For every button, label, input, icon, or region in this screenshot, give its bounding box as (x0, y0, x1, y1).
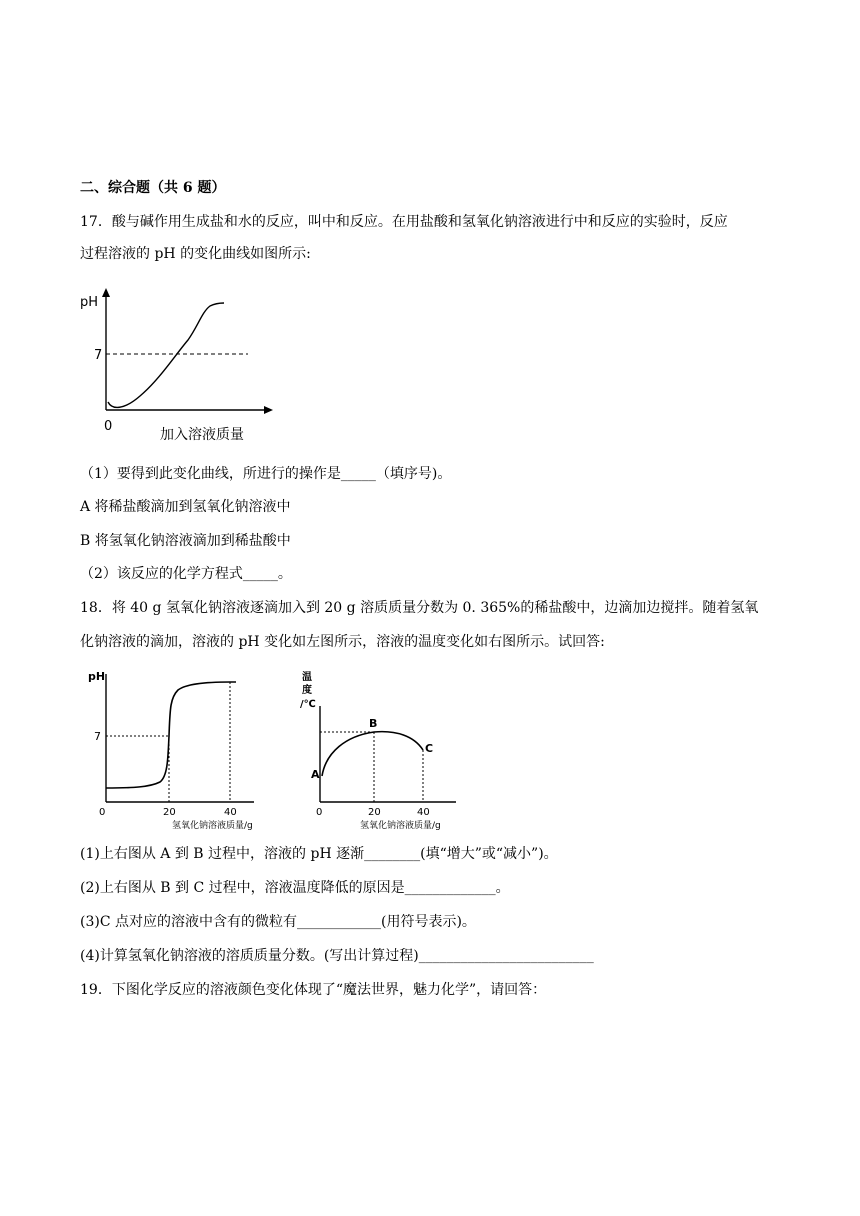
q18-left-ph-figure (84, 666, 264, 832)
q18-right-y-label-char1: 温 (302, 672, 312, 683)
q17-y-axis-arrow (102, 288, 110, 297)
q18-right-temperature-curve (322, 732, 423, 776)
q17-option-a: A 将稀盐酸滴加到氢氧化钠溶液中 (80, 499, 291, 515)
q17-x-axis-label: 加入溶液质量 (160, 427, 244, 443)
q18-right-point-c-label: C (425, 742, 434, 755)
q17-y-axis-label: pH (80, 295, 99, 310)
q17-ph-curve-figure (76, 284, 276, 444)
q18-text-line2: 化钠溶液的滴加，溶液的 pH 变化如左图所示，溶液的温度变化如右图所示。试回答: (80, 634, 605, 650)
q19-text-line1: 19．下图化学反应的溶液颜色变化体现了“魔法世界，魅力化学”，请回答： (80, 982, 547, 998)
q17-text-line2: 过程溶液的 pH 的变化曲线如图所示: (80, 246, 311, 262)
q17-sub-question-1: （1）要得到此变化曲线，所进行的操作是_____（填序号)。 (80, 466, 452, 482)
q18-left-x-tick-0: 0 (99, 807, 106, 818)
q17-x-axis-arrow (264, 406, 273, 414)
q18-right-point-b-label: B (369, 717, 378, 730)
q18-right-temperature-figure (296, 666, 496, 832)
q17-y-tick-7: 7 (94, 348, 103, 363)
q18-sub-question-4: (4)计算氢氧化钠溶液的溶质质量分数。(写出计算过程)_________________________ (80, 948, 594, 964)
q18-left-y-axis-label: pH (88, 670, 106, 683)
q17-sub-question-2: （2）该反应的化学方程式_____。 (80, 566, 292, 582)
q18-sub-question-1: (1)上右图从 A 到 B 过程中，溶液的 pH 逐渐________(填“增大”或“减小”)。 (80, 846, 558, 862)
q17-option-b: B 将氢氧化钠溶液滴加到稀盐酸中 (80, 533, 291, 549)
q18-sub-question-3: (3)C 点对应的溶液中含有的微粒有____________(用符号表示)。 (80, 914, 476, 930)
q17-origin-label: 0 (104, 419, 113, 434)
q18-right-y-label-char2: 度 (302, 685, 312, 696)
q18-left-ph-curve (106, 682, 236, 788)
q18-right-point-a-label: A (311, 768, 320, 781)
q18-left-x-tick-20: 20 (163, 807, 176, 818)
q18-left-y-tick-7: 7 (94, 730, 101, 743)
section-heading: 二、综合题（共 6 题） (80, 180, 226, 196)
q17-text-line1: 17．酸与碱作用生成盐和水的反应，叫中和反应。在用盐酸和氢氧化钠溶液进行中和反应的实验时，反应 (80, 214, 728, 230)
q18-left-x-tick-40: 40 (224, 807, 237, 818)
q18-right-x-tick-40: 40 (417, 807, 430, 818)
q18-left-x-axis-label: 氢氧化钠溶液质量/g (172, 821, 253, 831)
q18-right-x-tick-0: 0 (316, 807, 323, 818)
q17-ph-curve (108, 303, 224, 407)
q18-right-x-axis-label: 氢氧化钠溶液质量/g (360, 821, 441, 831)
q18-text-line1: 18．将 40 g 氢氧化钠溶液逐滴加入到 20 g 溶质质量分数为 0. 365%的稀盐酸中，边滴加边搅拌。随着氢氧 (80, 600, 759, 616)
q18-right-y-label-unit: /℃ (300, 699, 316, 710)
q18-right-x-tick-20: 20 (368, 807, 381, 818)
q18-sub-question-2: (2)上右图从 B 到 C 过程中，溶液温度降低的原因是_____________。 (80, 880, 510, 896)
